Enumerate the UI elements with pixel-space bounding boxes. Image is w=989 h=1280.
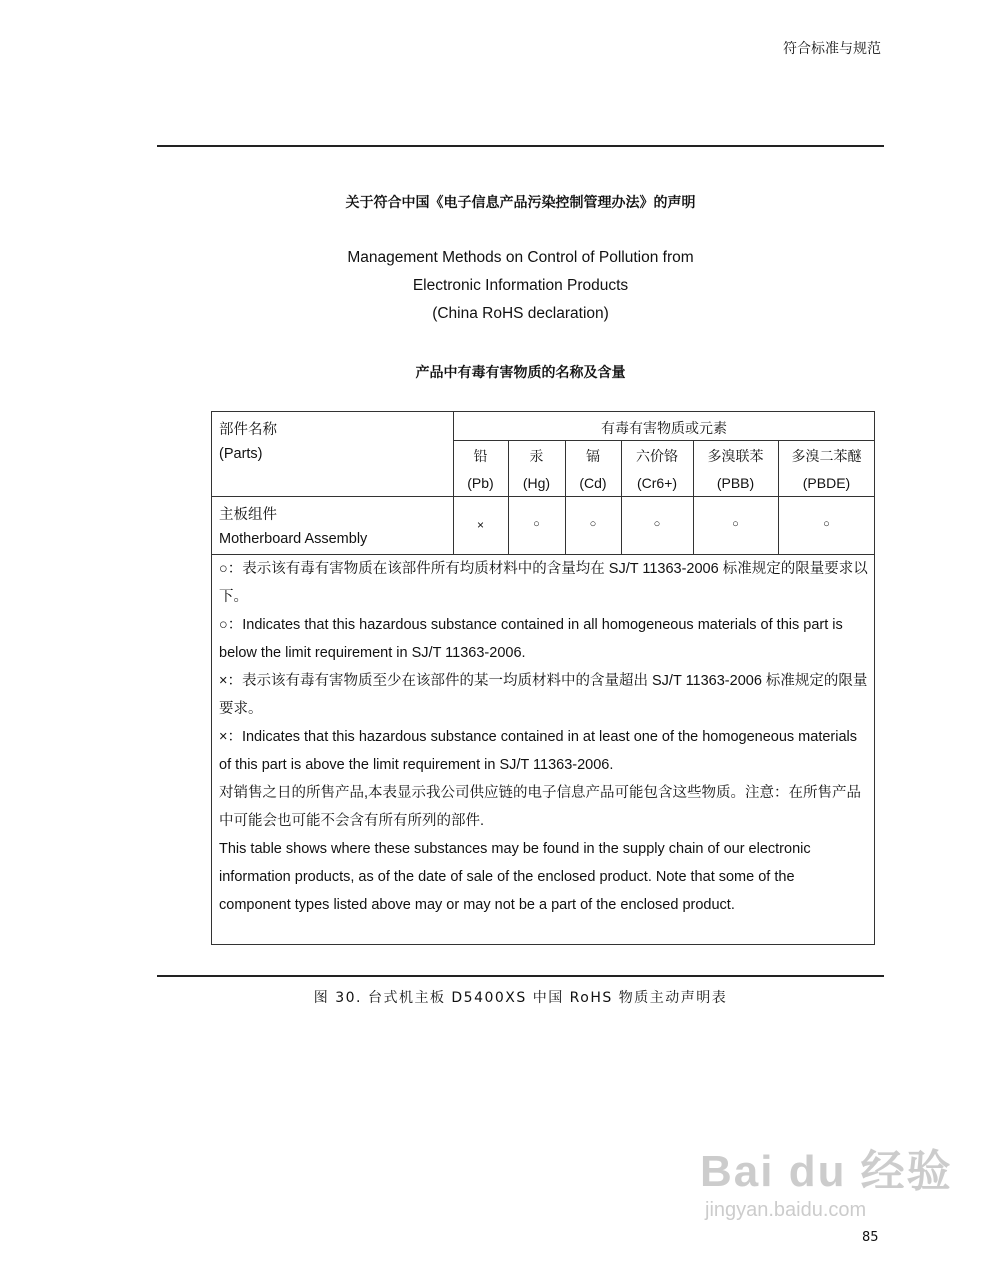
title-en-3: (China RoHS declaration)	[432, 305, 609, 322]
note-supply-cn: 对销售之日的所售产品,本表显示我公司供应链的电子信息产品可能包含这些物质。注意：在所售产品中可能会也可能不会含有所有所列的部件.	[219, 785, 862, 829]
parts-header-en: (Parts)	[219, 446, 263, 462]
note-supply-en: This table shows where these substances may be found in the supply chain of our electronic information products, as of the date of sale of the enclosed product. Note that some of the component types listed above may or may not be a part of the enclosed product.	[219, 841, 811, 913]
col-cr6-en: (Cr6+)	[636, 475, 678, 491]
watermark-url: jingyan.baidu.com	[705, 1199, 867, 1221]
rohs-table	[211, 411, 875, 945]
col-pbde-cn: 多溴二苯醚	[791, 448, 862, 464]
figure-caption: 图 30. 台式机主板 D5400XS 中国 RoHS 物质主动声明表	[313, 990, 728, 1006]
parts-header-cn: 部件名称	[219, 422, 277, 438]
page-number: 85	[862, 1230, 879, 1245]
row-part-cn: 主板组件	[219, 507, 277, 523]
baidu-watermark	[700, 1135, 953, 1222]
value-cr6: ○	[653, 518, 661, 530]
col-cd-cn: 镉	[586, 448, 600, 464]
bottom-rule	[157, 975, 884, 977]
table-title: 产品中有毒有害物质的名称及含量	[415, 365, 626, 381]
title-cn: 关于符合中国《电子信息产品污染控制管理办法》的声明	[345, 195, 696, 211]
value-pbb: ○	[732, 518, 739, 530]
col-pbde-en: (PBDE)	[802, 475, 851, 491]
col-hg-en: (Hg)	[522, 475, 551, 491]
col-pb-en: (Pb)	[467, 475, 494, 491]
note-cross-cn: ×：表示该有毒有害物质至少在该部件的某一均质材料中的含量超出 SJ/T 11363-2006 标准规定的限量要求。	[219, 673, 868, 717]
row-part-en: Motherboard Assembly	[219, 531, 368, 547]
title-en-1: Management Methods on Control of Pollution from	[347, 249, 694, 266]
value-cd: ○	[589, 518, 597, 530]
top-rule	[157, 145, 884, 147]
note-circle-cn: ○：表示该有毒有害物质在该部件所有均质材料中的含量均在 SJ/T 11363-2006 标准规定的限量要求以下。	[219, 561, 868, 605]
title-en-2: Electronic Information Products	[412, 277, 629, 294]
col-hg-cn: 汞	[529, 448, 544, 464]
col-pbb-en: (PBB)	[716, 475, 755, 491]
value-pbde: ○	[823, 518, 830, 530]
note-circle-en: ○：Indicates that this hazardous substance contained in all homogeneous materials of this part is below the limit requirement in SJ/T 11363-2006.	[219, 617, 843, 661]
col-pb-cn: 铅	[473, 448, 488, 464]
note-cross-en: ×：Indicates that this hazardous substance contained in at least one of the homogeneous materials of this part is above the limit requirement in SJ/T 11363-2006.	[219, 729, 857, 773]
value-hg: ○	[533, 518, 540, 530]
substances-group-header: 有毒有害物质或元素	[601, 420, 727, 436]
col-pbb-cn: 多溴联苯	[707, 448, 764, 464]
value-pb: ×	[476, 518, 484, 532]
col-cr6-cn: 六价铬	[636, 448, 678, 464]
col-cd-en: (Cd)	[579, 475, 607, 491]
watermark-logo: Bai du 经验	[700, 1147, 953, 1196]
running-header: 符合标准与规范	[783, 41, 881, 57]
